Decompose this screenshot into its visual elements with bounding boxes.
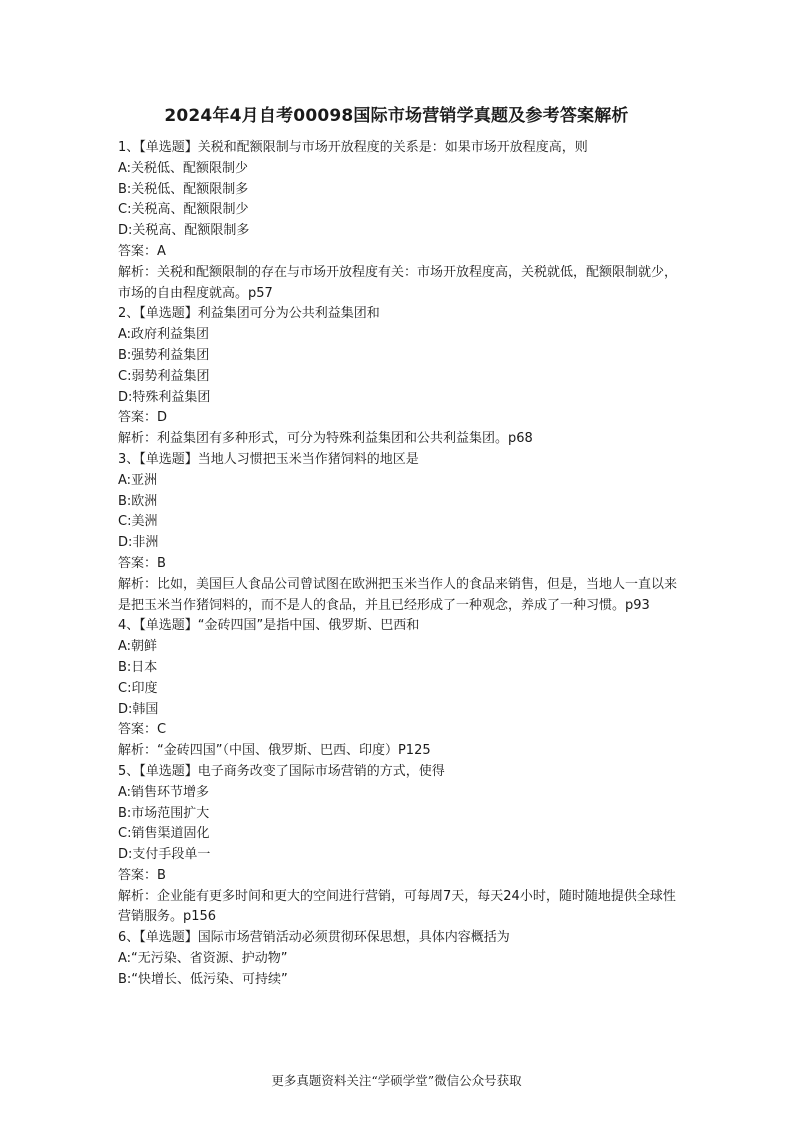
question-stem: 1、【单选题】关税和配额限制与市场开放程度的关系是：如果市场开放程度高，则	[118, 140, 588, 155]
option-c: C:美洲	[118, 514, 158, 530]
option-b: B:市场范围扩大	[118, 805, 210, 821]
analysis-text: 解析：关税和配额限制的存在与市场开放程度有关：市场开放程度高，关税就低，配额限制就少，市场的自由程度就高。p57	[118, 264, 678, 301]
analysis-text: 解析：利益集团有多种形式，可分为特殊利益集团和公共利益集团。p68	[118, 431, 533, 447]
question-item	[118, 616, 678, 762]
question-stem: 6、【单选题】国际市场营销活动必须贯彻环保思想，具体内容概括为	[118, 930, 510, 946]
question-item	[118, 304, 678, 450]
document-title: 2024年4月自考00098国际市场营销学真题及参考答案解析	[164, 106, 629, 126]
option-c: C:弱势利益集团	[118, 368, 210, 384]
option-b: B:“快增长、低污染、可持续”	[118, 971, 288, 987]
analysis-text: 解析：比如，美国巨人食品公司曾试图在欧洲把玉米当作人的食品来销售，但是，当地人一直以来是把玉米当作猪饲料的，而不是人的食品，并且已经形成了一种观念，养成了一种习惯。p93	[118, 576, 678, 613]
option-c: C:印度	[118, 680, 158, 696]
question-item	[118, 138, 678, 304]
question-list	[118, 138, 678, 991]
option-d: D:非洲	[118, 535, 159, 551]
option-d: D:特殊利益集团	[118, 389, 211, 405]
option-b: B:欧洲	[118, 493, 158, 509]
option-a: A:政府利益集团	[118, 327, 210, 343]
option-d: D:韩国	[118, 701, 159, 717]
option-c: C:销售渠道固化	[118, 826, 210, 842]
analysis-text: 解析：“金砖四国”（中国、俄罗斯、巴西、印度）P125	[118, 743, 431, 759]
option-d: D:关税高、配额限制多	[118, 223, 250, 239]
option-a: A:亚洲	[118, 472, 158, 488]
question-item	[118, 450, 678, 616]
option-d: D:支付手段单一	[118, 847, 211, 863]
option-a: A:销售环节增多	[118, 784, 210, 800]
question-stem: 2、【单选题】利益集团可分为公共利益集团和	[118, 306, 380, 322]
answer-text: 答案：B	[118, 555, 166, 571]
option-a: A:关税低、配额限制少	[118, 160, 249, 176]
page-footer: 更多真题资料关注“学硕学堂”微信公众号获取	[271, 1073, 522, 1088]
analysis-text: 解析：企业能有更多时间和更大的空间进行营销，可每周7天，每天24小时，随时随地提供全球性营销服务。p156	[118, 888, 676, 925]
option-b: B:强势利益集团	[118, 347, 210, 363]
question-item	[118, 762, 678, 928]
answer-text: 答案：D	[118, 410, 168, 426]
question-item	[118, 928, 678, 990]
option-a: A:朝鲜	[118, 639, 158, 655]
option-a: A:“无污染、省资源、护动物”	[118, 951, 288, 967]
option-c: C:关税高、配额限制少	[118, 202, 249, 218]
answer-text: 答案：B	[118, 867, 166, 883]
answer-text: 答案：C	[118, 722, 167, 738]
option-b: B:日本	[118, 659, 158, 675]
question-stem: 5、【单选题】电子商务改变了国际市场营销的方式，使得	[118, 763, 445, 779]
option-b: B:关税低、配额限制多	[118, 181, 249, 197]
question-stem: 3、【单选题】当地人习惯把玉米当作猪饲料的地区是	[118, 451, 419, 467]
question-stem: 4、【单选题】“金砖四国”是指中国、俄罗斯、巴西和	[118, 618, 420, 634]
answer-text: 答案：A	[118, 243, 166, 259]
